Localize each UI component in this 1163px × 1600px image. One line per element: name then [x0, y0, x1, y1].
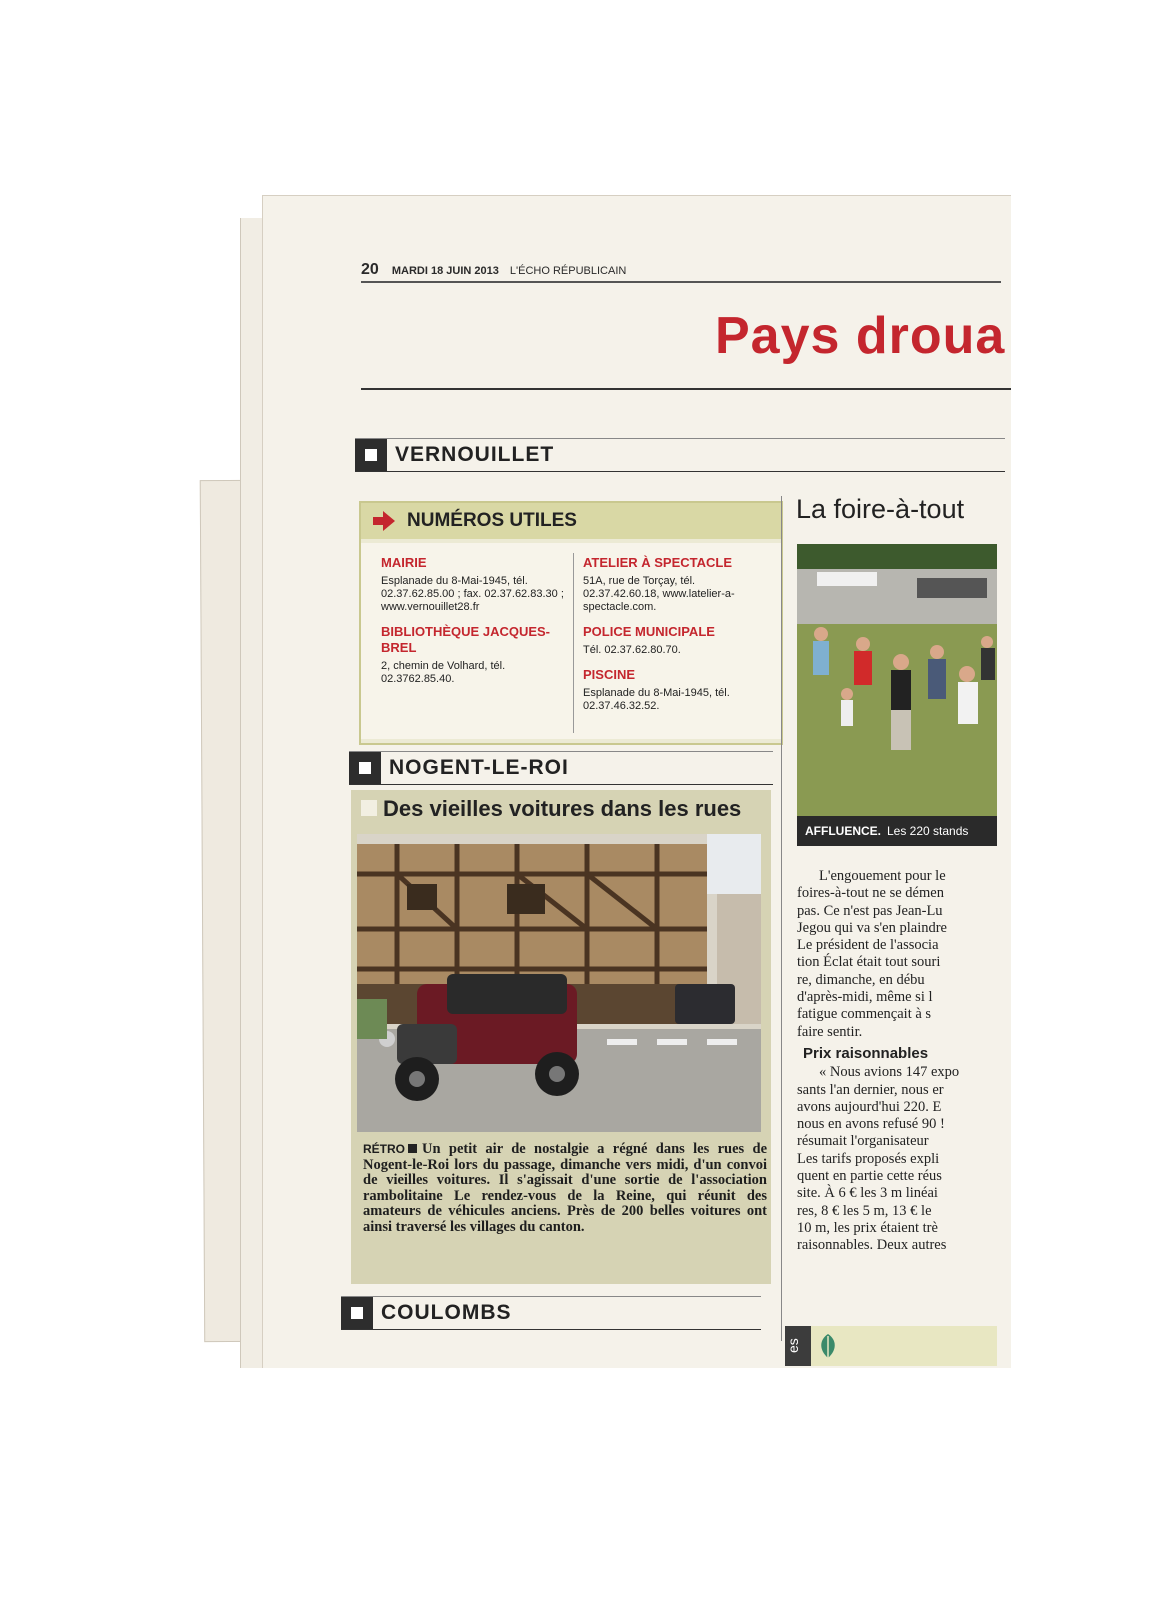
section-square-icon	[349, 752, 381, 784]
headline-square-icon	[361, 800, 377, 816]
article-line: re, dimanche, en débu	[797, 971, 925, 988]
article-line: Les tarifs proposés expli	[797, 1150, 940, 1167]
entry-police-text: Tél. 02.37.62.80.70.	[583, 644, 681, 656]
article-line: raisonnables. Deux autres	[797, 1237, 947, 1254]
article-line: sants l'an dernier, nous er	[797, 1081, 944, 1098]
article-line: L'engouement pour le	[819, 868, 946, 884]
nogent-headline: Des vieilles voitures dans les rues	[383, 796, 742, 821]
entry-police-name: POLICE MUNICIPALE	[583, 624, 715, 639]
article-line: fatigue commençait à s	[797, 1006, 932, 1023]
nogent-article	[351, 790, 771, 1284]
section-label: VERNOUILLET	[395, 443, 555, 466]
advertisement-strip	[785, 1326, 997, 1366]
article-line: tion Éclat était tout souri	[797, 954, 941, 971]
useful-numbers-box	[359, 501, 783, 745]
entry-piscine-text: Esplanade du 8-Mai-1945, tél. 02.37.46.32.52.	[583, 687, 730, 712]
section-square-icon	[355, 439, 387, 471]
section-coulombs	[341, 1296, 761, 1330]
column-divider	[573, 553, 574, 733]
useful-numbers-left-column	[381, 555, 571, 696]
ad-tab-label: es	[785, 1326, 811, 1366]
useful-numbers-title: NUMÉROS UTILES	[407, 510, 577, 531]
entry-atelier-text: 51A, rue de Torçay, tél. 02.37.42.60.18, www.latelier-a-spectacle.com.	[583, 575, 735, 613]
nogent-article-header	[351, 790, 771, 826]
entry-atelier-name: ATELIER À SPECTACLE	[583, 555, 733, 570]
useful-numbers-body	[361, 543, 781, 739]
issue-date: MARDI 18 JUIN 2013	[391, 265, 499, 277]
section-nogent-le-roi	[349, 751, 773, 785]
page-number: 20	[361, 261, 379, 278]
section-label: COULOMBS	[381, 1301, 512, 1324]
article-line: Le président de l'associa	[797, 937, 939, 954]
section-square-icon	[341, 1297, 373, 1329]
page-folio	[361, 261, 1001, 283]
fair-crowd-photo	[797, 544, 997, 816]
article-line: faire sentir.	[797, 1023, 863, 1040]
useful-numbers-header	[361, 503, 781, 539]
section-label: NOGENT-LE-ROI	[389, 756, 569, 779]
article-subheading: Prix raisonnables	[803, 1044, 929, 1062]
article-line: 10 m, les prix étaient trè	[797, 1219, 938, 1236]
arrow-right-icon	[371, 509, 397, 533]
foire-caption-text: Les 220 stands	[887, 824, 969, 838]
caption-kicker: RÉTRO	[363, 1142, 405, 1156]
article-line: res, 8 € les 5 m, 13 € le	[797, 1202, 932, 1219]
article-line: quent en partie cette réus	[797, 1168, 942, 1185]
article-line: « Nous avions 147 expo	[819, 1064, 960, 1081]
nogent-caption	[363, 1142, 767, 1235]
newspaper-page	[262, 195, 1011, 1368]
entry-mairie-text: Esplanade du 8-Mai-1945, tél. 02.37.62.85.00 ; fax. 02.37.62.83.30 ; www.vernouillet28.fr	[381, 575, 564, 613]
foire-caption-kicker: AFFLUENCE.	[805, 824, 881, 838]
entry-piscine-name: PISCINE	[583, 667, 636, 682]
article-line: site. À 6 € les 3 m linéai	[797, 1185, 938, 1202]
article-line: d'après-midi, même si l	[797, 989, 933, 1006]
page-title: Pays droua	[715, 307, 1006, 365]
useful-numbers-right-column	[583, 555, 773, 723]
header-rule	[361, 388, 1011, 390]
article-line: avons aujourd'hui 220. E	[797, 1098, 942, 1115]
foire-photo-caption	[797, 816, 997, 846]
vintage-car-photo	[357, 834, 761, 1132]
foire-article-body	[797, 868, 993, 1255]
caption-text: Un petit air de nostalgie a régné dans les rues de Nogent-le-Roi lors du passage, dimanche vers midi, d'un convoi de vieilles voitures. Il s'agissait d'une sortie de l'association rambolitaine Le rendez-vous de la Reine, qui réunit des amateurs de véhicules anciens. Près de 200 belles voitures ont ainsi traversé les villages du canton.	[363, 1141, 767, 1235]
leaf-icon	[815, 1332, 841, 1360]
article-line: pas. Ce n'est pas Jean-Lu	[797, 902, 943, 919]
article-line: résumait l'organisateur	[797, 1133, 929, 1150]
article-line: Jegou qui va s'en plaindre	[797, 919, 947, 936]
section-vernouillet	[355, 438, 1005, 472]
article-line: nous en avons refusé 90 !	[797, 1116, 945, 1133]
caption-square-icon	[408, 1144, 417, 1153]
entry-mairie-name: MAIRIE	[381, 555, 427, 570]
entry-bibliotheque-text: 2, chemin de Volhard, tél. 02.3762.85.40.	[381, 660, 506, 685]
column-rule	[781, 496, 782, 1341]
foire-headline: La foire-à-tout	[796, 494, 965, 524]
article-line: foires-à-tout ne se démen	[797, 885, 944, 902]
entry-bibliotheque-name: BIBLIOTHÈQUE JACQUES-BREL	[381, 624, 551, 655]
newspaper-name: L'ÉCHO RÉPUBLICAIN	[509, 265, 627, 277]
